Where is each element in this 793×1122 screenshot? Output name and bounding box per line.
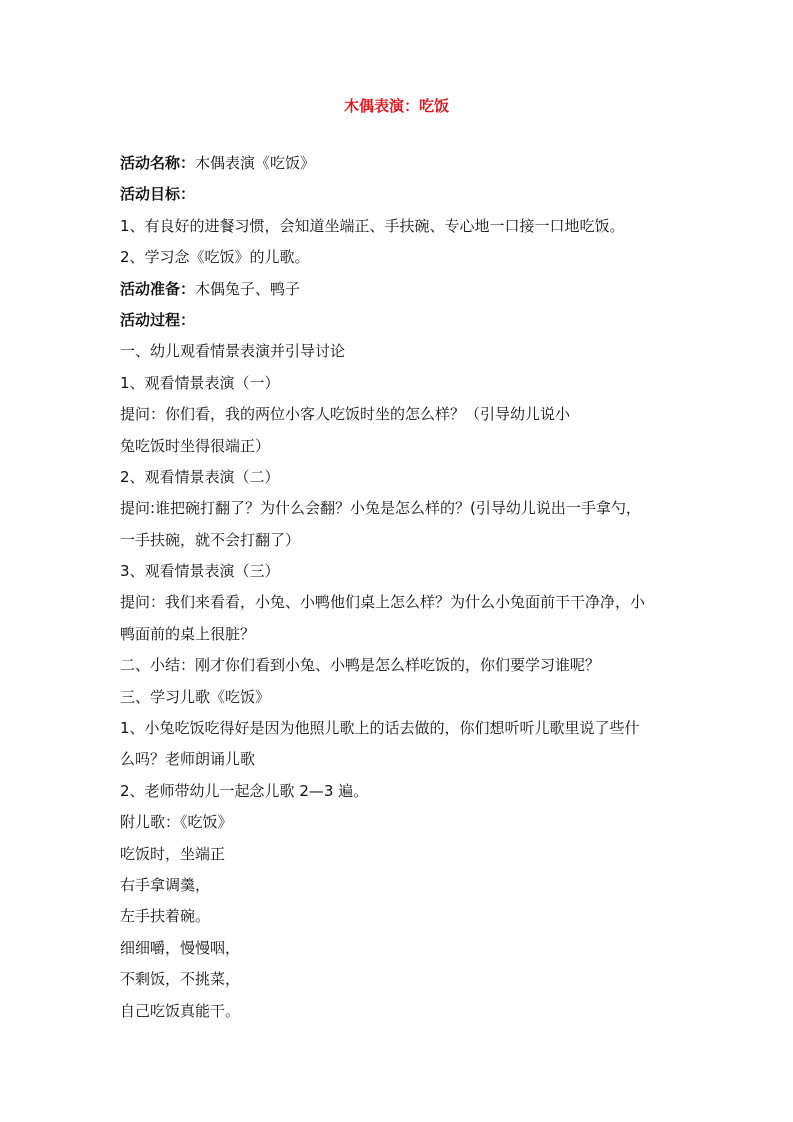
process-step-1: 1、观看情景表演（一） xyxy=(120,373,280,392)
question-2-line-1: 提问:谁把碗打翻了？为什么会翻？小兔是怎么样的？(引导幼儿说出一手拿勺， xyxy=(120,499,641,518)
poem-line-5: 不剩饭，不挑菜， xyxy=(120,970,241,989)
process-section-2: 二、小结：刚才你们看到小兔、小鸭是怎么样吃饭的，你们要学习谁呢？ xyxy=(120,656,601,675)
document-title: 木偶表演：吃饭 xyxy=(343,97,449,115)
question-1-line-1: 提问：你们看，我的两位小客人吃饭时坐的怎么样？（引导幼儿说小 xyxy=(120,405,571,424)
document-body xyxy=(120,148,680,1027)
question-3-line-2: 鸭面前的桌上很脏？ xyxy=(120,624,256,643)
poem-line-1: 吃饭时，坐端正 xyxy=(120,844,226,863)
question-2-line-2: 一手扶碗，就不会打翻了） xyxy=(120,530,301,549)
process-section-3: 三、学习儿歌《吃饭》 xyxy=(120,687,271,706)
learn-step-1-line-1: 1、小兔吃饭吃得好是因为他照儿歌上的话去做的，你们想听听儿歌里说了些什 xyxy=(120,719,640,738)
poem-heading: 附儿歌：《吃饭》 xyxy=(120,813,233,832)
learn-step-2: 2、老师带幼儿一起念儿歌 2—3 遍。 xyxy=(120,781,369,800)
poem-line-6: 自己吃饭真能干。 xyxy=(120,1001,241,1020)
activity-name-line xyxy=(120,148,680,179)
process-step-3: 3、观看情景表演（三） xyxy=(120,562,280,581)
activity-goal-label: 活动目标： xyxy=(120,185,196,204)
goal-item-2: 2、学习念《吃饭》的儿歌。 xyxy=(120,248,310,267)
poem-line-3: 左手扶着碗。 xyxy=(120,907,211,926)
question-3-line-1: 提问：我们来看看，小兔、小鸭他们桌上怎么样？为什么小兔面前干干净净，小 xyxy=(120,593,646,612)
learn-step-1-line-2: 么吗？老师朗诵儿歌 xyxy=(120,750,256,769)
activity-prep-value: 木偶兔子、鸭子 xyxy=(195,279,301,298)
goal-item-1: 1、有良好的进餐习惯，会知道坐端正、手扶碗、专心地一口接一口地吃饭。 xyxy=(120,216,625,235)
activity-process-label: 活动过程： xyxy=(120,310,196,329)
process-step-2: 2、观看情景表演（二） xyxy=(120,467,280,486)
process-section-1: 一、幼儿观看情景表演并引导讨论 xyxy=(120,342,346,361)
activity-prep-label: 活动准备： xyxy=(120,279,196,298)
activity-name-label: 活动名称： xyxy=(120,154,196,172)
poem-line-4: 细细嚼，慢慢咽， xyxy=(120,938,241,957)
activity-name-value: 木偶表演《吃饭》 xyxy=(195,154,316,172)
activity-prep-line xyxy=(120,274,680,305)
question-1-line-2: 兔吃饭时坐得很端正） xyxy=(120,436,271,455)
poem-line-2: 右手拿调羹， xyxy=(120,875,211,894)
